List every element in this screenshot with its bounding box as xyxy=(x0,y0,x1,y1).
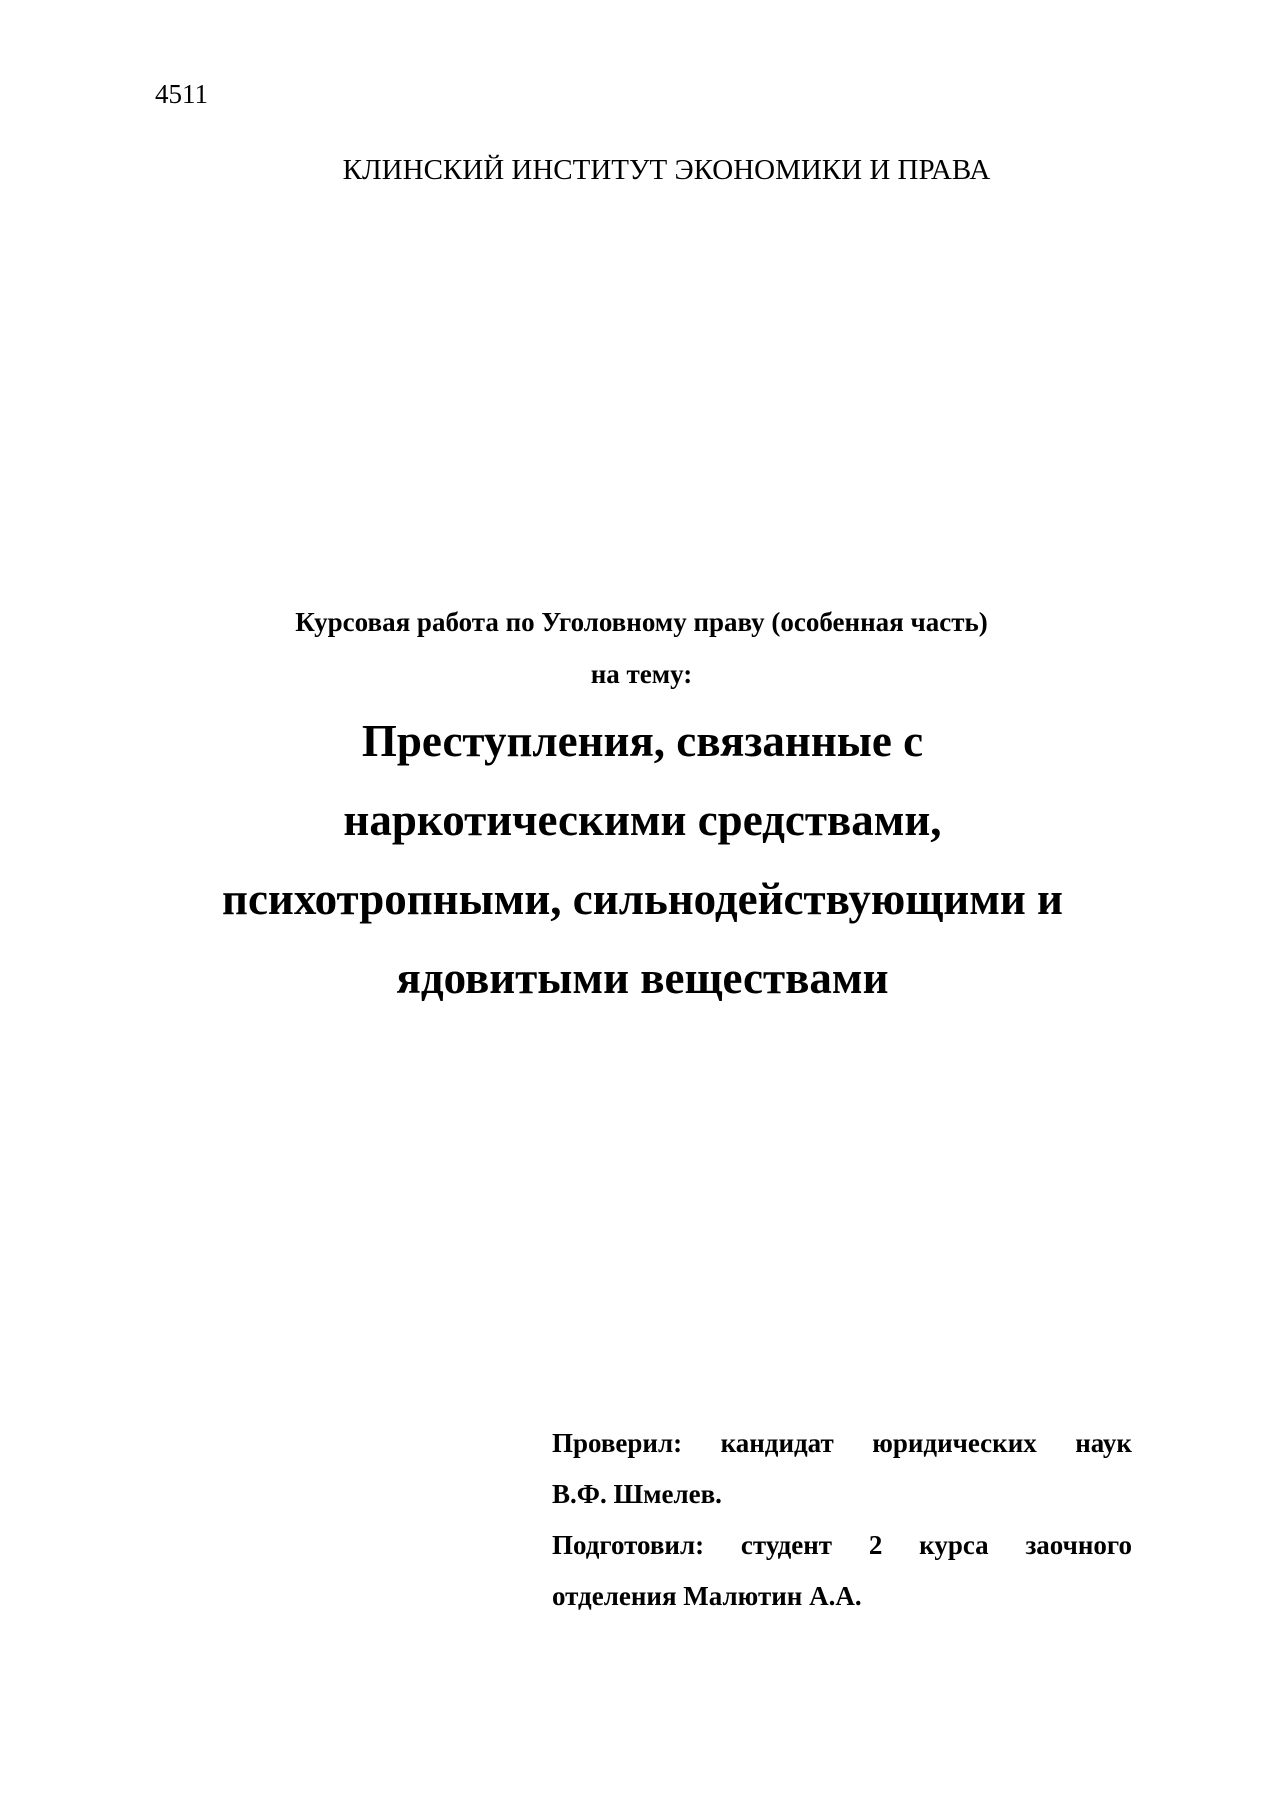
prepared-by-word: Подготовил: xyxy=(552,1530,705,1560)
checked-by-word: кандидат xyxy=(720,1428,834,1458)
checked-by-word: наук xyxy=(1075,1428,1132,1458)
on-topic-label: на тему: xyxy=(590,659,693,689)
prepared-by-line xyxy=(552,1520,1132,1571)
topic-title-line: наркотическими средствами, xyxy=(343,795,942,845)
prepared-by-name: отделения Малютин А.А. xyxy=(552,1581,862,1611)
topic-title xyxy=(150,702,1135,1018)
prepared-by-word: курса xyxy=(919,1530,989,1560)
prepared-by-word: 2 xyxy=(868,1530,883,1560)
topic-title-line: Преступления, связанные с xyxy=(361,716,924,766)
prepared-by-word: заочного xyxy=(1025,1530,1132,1560)
checked-by-word: юридических xyxy=(872,1428,1037,1458)
topic-title-line: ядовитыми веществами xyxy=(396,953,889,1003)
page-number: 4511 xyxy=(155,79,208,109)
institute-name: КЛИНСКИЙ ИНСТИТУТ ЭКОНОМИКИ И ПРАВА xyxy=(342,154,991,186)
signature-block xyxy=(552,1418,1132,1622)
coursework-subtitle: Курсовая работа по Уголовному праву (особенная часть) xyxy=(295,607,988,637)
topic-title-line: психотропными, сильнодействующими и xyxy=(222,874,1063,924)
checked-by-line xyxy=(552,1418,1132,1469)
checked-by-name: В.Ф. Шмелев. xyxy=(552,1479,722,1509)
checked-by-word: Проверил: xyxy=(552,1428,683,1458)
prepared-by-word: студент xyxy=(740,1530,833,1560)
